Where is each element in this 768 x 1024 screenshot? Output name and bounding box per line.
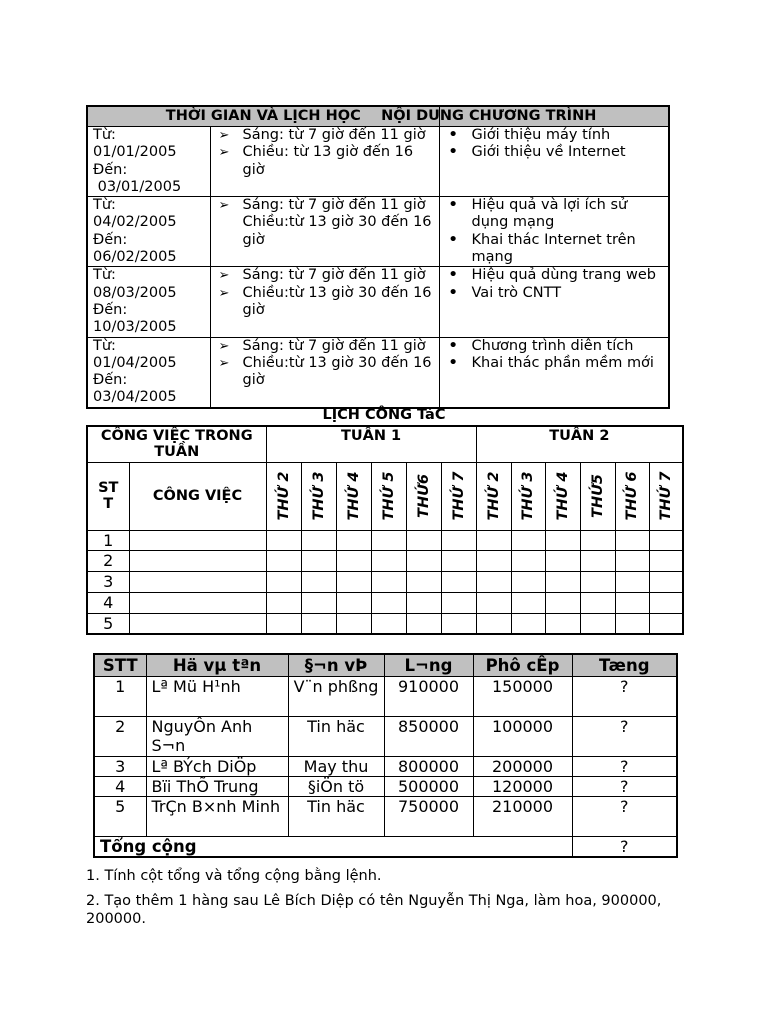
work-header-week1: TUẦN 1 xyxy=(266,426,476,462)
day-header: THỨ 7 xyxy=(441,462,476,530)
total-label: Tổng cộng xyxy=(94,837,572,858)
work-schedule-table xyxy=(86,425,684,635)
schedule-date: Từ: 08/03/2005 Đến: 10/03/2005 xyxy=(87,267,210,337)
salary-header-stt: STT xyxy=(94,654,146,677)
work-header-stt: STT xyxy=(87,462,129,530)
salary-header-total: Tæng xyxy=(572,654,677,677)
day-header: THỨ 2 xyxy=(476,462,511,530)
schedule-row xyxy=(87,197,669,267)
arrow-bullet-item: ➢ Sáng: từ 7 giờ đến 11 giờ xyxy=(216,338,434,355)
day-header: THỨ 3 xyxy=(511,462,545,530)
dot-bullet-item: • Khai thác phần mềm mới xyxy=(445,355,664,372)
day-header: THỨ 5 xyxy=(371,462,406,530)
day-header: THỨ 6 xyxy=(615,462,649,530)
schedule-contents xyxy=(439,127,669,197)
salary-header-allowance: Phô cÊp xyxy=(473,654,572,677)
day-header: THỨ6 xyxy=(406,462,441,530)
dot-bullet-item: • Giới thiệu về Internet xyxy=(445,144,664,161)
salary-row: 1 Lª Mü H¹nh V¨n phßng 910000 150000 ? xyxy=(94,677,677,717)
schedule-date: Từ: 04/02/2005 Đến: 06/02/2005 xyxy=(87,197,210,267)
salary-table xyxy=(93,653,678,858)
arrow-bullet-item: ➢ Chiều:từ 13 giờ 30 đến 16 giờ xyxy=(216,285,434,320)
schedule-times xyxy=(210,197,439,267)
schedule-times xyxy=(210,337,439,408)
schedule-row xyxy=(87,267,669,337)
plain-item: Chiều:từ 13 giờ 30 đến 16 giờ xyxy=(242,214,432,248)
schedule-row xyxy=(87,127,669,197)
note-2: 2. Tạo thêm 1 hàng sau Lê Bích Diệp có tên Nguyễn Thị Nga, làm hoa, 900000, 200000. xyxy=(86,893,662,927)
work-row: 2 xyxy=(87,551,683,572)
schedule-contents xyxy=(439,267,669,337)
schedule-contents xyxy=(439,337,669,408)
salary-row: 2 NguyÔn Anh S¬n Tin häc 850000 100000 ? xyxy=(94,717,677,757)
work-row: 3 xyxy=(87,572,683,593)
schedule-contents xyxy=(439,197,669,267)
day-header: THỨ5 xyxy=(580,462,615,530)
day-header: THỨ 7 xyxy=(649,462,683,530)
salary-row: 3 Lª BÝch DiÖp May thu 800000 200000 ? xyxy=(94,757,677,777)
work-header-week2: TUẦN 2 xyxy=(476,426,683,462)
work-header-task: CÔNG VIỆC xyxy=(129,462,266,530)
schedule-header-content: NỘI DUNG CHƯƠNG TRÌNH xyxy=(439,106,669,127)
salary-row: 4 Bïi ThÕ Trung §iÖn tö 500000 120000 ? xyxy=(94,777,677,797)
note-1: 1. Tính cột tổng và tổng cộng bằng lệnh. xyxy=(86,868,382,884)
dot-bullet-item: • Hiệu quả dùng trang web xyxy=(445,267,664,284)
day-header: THỨ 4 xyxy=(545,462,580,530)
arrow-bullet-item: ➢ Chiều: từ 13 giờ đến 16 giờ xyxy=(216,144,434,179)
salary-header-salary: L¬ng xyxy=(384,654,473,677)
schedule-date: Từ: 01/01/2005 Đến: 03/01/2005 xyxy=(87,127,210,197)
dot-bullet-item: • Hiệu quả và lợi ích sử dụng mạng xyxy=(445,197,664,232)
schedule-row xyxy=(87,337,669,408)
salary-row: 5 TrÇn B×nh Minh Tin häc 750000 210000 ? xyxy=(94,797,677,837)
arrow-bullet-item: ➢ Sáng: từ 7 giờ đến 11 giờ xyxy=(216,197,434,214)
work-row: 1 xyxy=(87,530,683,551)
arrow-bullet-item: ➢ Sáng: từ 7 giờ đến 11 giờ xyxy=(216,267,434,284)
work-schedule-title: LỊCH CÔNG TáC xyxy=(322,407,446,423)
arrow-bullet-item: ➢ Sáng: từ 7 giờ đến 11 giờ xyxy=(216,127,434,144)
work-row: 4 xyxy=(87,592,683,613)
day-header: THỨ 3 xyxy=(301,462,336,530)
schedule-times xyxy=(210,267,439,337)
dot-bullet-item: • Chương trình diên tích xyxy=(445,338,664,355)
day-header: THỨ 4 xyxy=(336,462,371,530)
schedule-header-time: THỜI GIAN VÀ LỊCH HỌC xyxy=(87,106,439,127)
total-value: ? xyxy=(572,837,677,858)
dot-bullet-item: • Giới thiệu máy tính xyxy=(445,127,664,144)
schedule-table xyxy=(86,105,670,409)
work-row: 5 xyxy=(87,613,683,634)
dot-bullet-item: • Khai thác Internet trên mạng xyxy=(445,232,664,267)
salary-header-name: Hä vµ tªn xyxy=(146,654,288,677)
work-header-tasks: CÔNG VIỆC TRONG TUẦN xyxy=(87,426,266,462)
schedule-date: Từ: 01/04/2005 Đến: 03/04/2005 xyxy=(87,337,210,408)
salary-total-row xyxy=(94,837,677,858)
dot-bullet-item: • Vai trò CNTT xyxy=(445,285,664,302)
salary-header-unit: §¬n vÞ xyxy=(288,654,384,677)
schedule-times xyxy=(210,127,439,197)
arrow-bullet-item: ➢ Chiều:từ 13 giờ 30 đến 16 giờ xyxy=(216,355,434,390)
day-header: THỨ 2 xyxy=(266,462,301,530)
